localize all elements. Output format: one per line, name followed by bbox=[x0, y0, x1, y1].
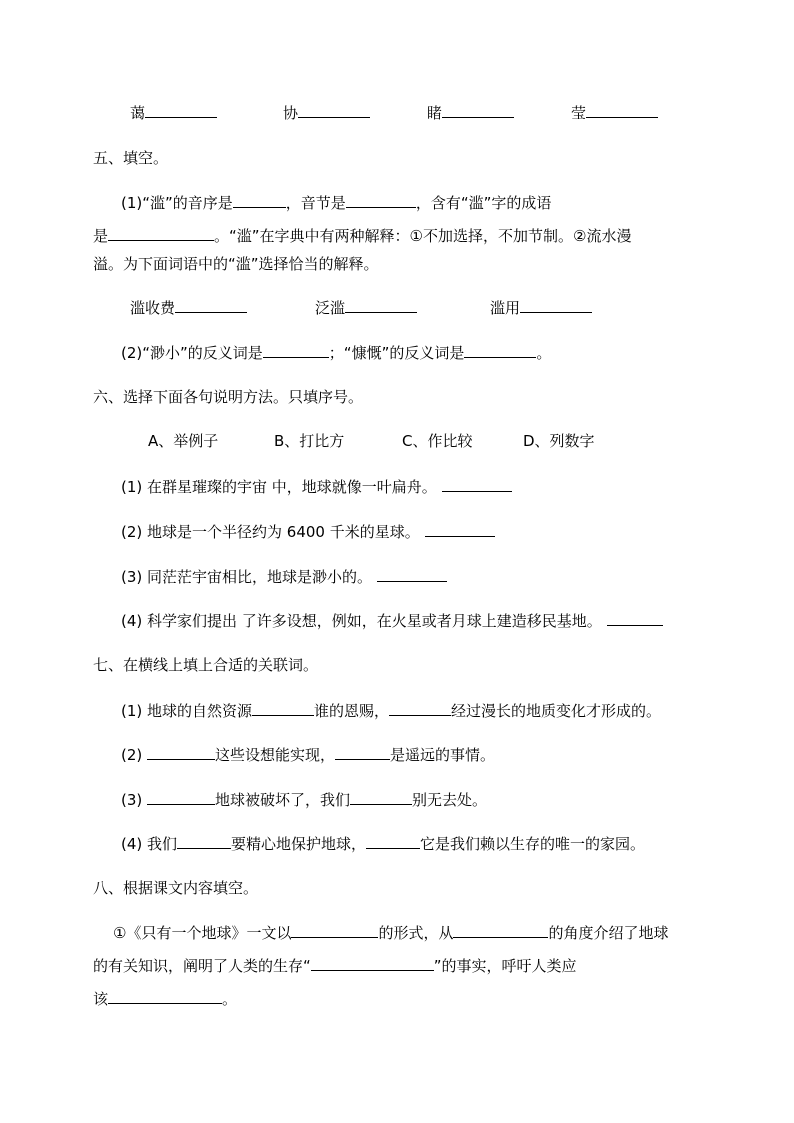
word-label: 滥收费 bbox=[130, 299, 176, 317]
text: 的有关知识，阐明了人类的生存“ bbox=[93, 957, 311, 975]
text: ，音节是 bbox=[285, 194, 346, 212]
sec6-item-4 bbox=[121, 610, 663, 631]
text: ”的事实，呼吁人类应 bbox=[433, 957, 577, 975]
answer-blank[interactable] bbox=[366, 833, 420, 849]
text: 该 bbox=[93, 990, 109, 1008]
sec8-line-2 bbox=[93, 955, 577, 976]
text: 是 bbox=[93, 227, 109, 245]
answer-blank[interactable] bbox=[453, 922, 548, 938]
answer-blank[interactable] bbox=[291, 922, 378, 938]
char-blank-2 bbox=[283, 102, 370, 123]
answer-blank[interactable] bbox=[263, 342, 329, 358]
word-label: 滥用 bbox=[490, 299, 521, 317]
section-7-heading: 七、在横线上填上合适的关联词。 bbox=[93, 656, 319, 674]
text: 谁的恩赐， bbox=[314, 702, 390, 720]
text: (1) 在群星璀璨的宇宙 中，地球就像一叶扁舟。 bbox=[121, 478, 437, 496]
text: ；“慷慨”的反义词是 bbox=[328, 344, 465, 362]
sec5-q1-line2 bbox=[93, 225, 631, 246]
text: 。 bbox=[222, 990, 238, 1008]
text: (2) bbox=[121, 746, 148, 764]
text: 别无去处。 bbox=[412, 791, 488, 809]
text: 它是我们赖以生存的唯一的家园。 bbox=[420, 835, 646, 853]
option-b: B、打比方 bbox=[274, 432, 345, 450]
answer-blank[interactable] bbox=[335, 744, 390, 760]
word-blank-2 bbox=[315, 297, 417, 318]
word-blank-3 bbox=[490, 297, 592, 318]
answer-blank[interactable] bbox=[425, 521, 495, 537]
option-a: A、举例子 bbox=[148, 432, 219, 450]
text: (3) 同茫茫宇宙相比，地球是渺小的。 bbox=[121, 568, 373, 586]
sec8-line-3 bbox=[93, 988, 237, 1009]
answer-blank[interactable] bbox=[442, 476, 512, 492]
answer-blank[interactable] bbox=[311, 955, 434, 971]
sec6-item-3 bbox=[121, 566, 447, 587]
answer-blank[interactable] bbox=[175, 297, 247, 313]
text: 的角度介绍了地球 bbox=[548, 924, 669, 942]
char-label: 蔼 bbox=[130, 104, 146, 122]
answer-blank[interactable] bbox=[108, 988, 222, 1004]
answer-blank[interactable] bbox=[350, 789, 412, 805]
sec7-item-4 bbox=[121, 833, 645, 854]
text: 。“滥”在字典中有两种解释：①不加选择，不加节制。②流水漫 bbox=[214, 227, 632, 245]
option-c: C、作比较 bbox=[402, 432, 473, 450]
sec6-item-1 bbox=[121, 476, 512, 497]
sec5-q1-line3: 溢。为下面词语中的“滥”选择恰当的解释。 bbox=[93, 255, 379, 273]
text: 经过漫长的地质变化才形成的。 bbox=[451, 702, 662, 720]
text: 。 bbox=[536, 344, 552, 362]
char-label: 协 bbox=[283, 104, 299, 122]
sec5-q2 bbox=[121, 342, 551, 363]
text: 这些设想能实现， bbox=[215, 746, 336, 764]
answer-blank[interactable] bbox=[147, 789, 215, 805]
sec7-item-2 bbox=[121, 744, 495, 765]
char-label: 睹 bbox=[427, 104, 443, 122]
char-label: 莹 bbox=[571, 104, 587, 122]
section-8-heading: 八、根据课文内容填空。 bbox=[93, 879, 259, 897]
text: 要精心地保护地球， bbox=[231, 835, 367, 853]
sec8-line-1 bbox=[113, 922, 668, 943]
char-blank-1 bbox=[130, 102, 217, 123]
text: (1) 地球的自然资源 bbox=[121, 702, 253, 720]
answer-blank[interactable] bbox=[377, 566, 447, 582]
answer-blank[interactable] bbox=[607, 610, 663, 626]
answer-blank[interactable] bbox=[298, 102, 370, 118]
answer-blank[interactable] bbox=[442, 102, 514, 118]
answer-blank[interactable] bbox=[177, 833, 231, 849]
answer-blank[interactable] bbox=[233, 192, 286, 208]
answer-blank[interactable] bbox=[346, 192, 416, 208]
text: (2)“渺小”的反义词是 bbox=[121, 344, 263, 362]
answer-blank[interactable] bbox=[147, 744, 215, 760]
text: (1)“滥”的音序是 bbox=[121, 194, 233, 212]
text: ，含有“滥”字的成语 bbox=[415, 194, 552, 212]
answer-blank[interactable] bbox=[520, 297, 592, 313]
sec7-item-1 bbox=[121, 700, 661, 721]
sec6-item-2 bbox=[121, 521, 495, 542]
answer-blank[interactable] bbox=[108, 225, 214, 241]
section-6-heading: 六、选择下面各句说明方法。只填序号。 bbox=[93, 388, 364, 406]
text: (4) 我们 bbox=[121, 835, 178, 853]
answer-blank[interactable] bbox=[586, 102, 658, 118]
text: 地球被破坏了，我们 bbox=[215, 791, 351, 809]
sec5-q1-line1 bbox=[121, 192, 551, 213]
word-label: 泛滥 bbox=[315, 299, 346, 317]
word-blank-1 bbox=[130, 297, 247, 318]
answer-blank[interactable] bbox=[145, 102, 217, 118]
answer-blank[interactable] bbox=[389, 700, 451, 716]
text: (3) bbox=[121, 791, 148, 809]
text: (2) 地球是一个半径约为 6400 千米的星球。 bbox=[121, 523, 420, 541]
option-d: D、列数字 bbox=[523, 432, 595, 450]
answer-blank[interactable] bbox=[252, 700, 314, 716]
text: 的形式，从 bbox=[378, 924, 454, 942]
text: ①《只有一个地球》一文以 bbox=[113, 924, 292, 942]
section-5-heading: 五、填空。 bbox=[93, 149, 169, 167]
char-blank-3 bbox=[427, 102, 514, 123]
text: 是遥远的事情。 bbox=[390, 746, 496, 764]
text: (4) 科学家们提出 了许多设想，例如，在火星或者月球上建造移民基地。 bbox=[121, 612, 602, 630]
sec7-item-3 bbox=[121, 789, 487, 810]
char-blank-4 bbox=[571, 102, 658, 123]
answer-blank[interactable] bbox=[345, 297, 417, 313]
answer-blank[interactable] bbox=[464, 342, 536, 358]
